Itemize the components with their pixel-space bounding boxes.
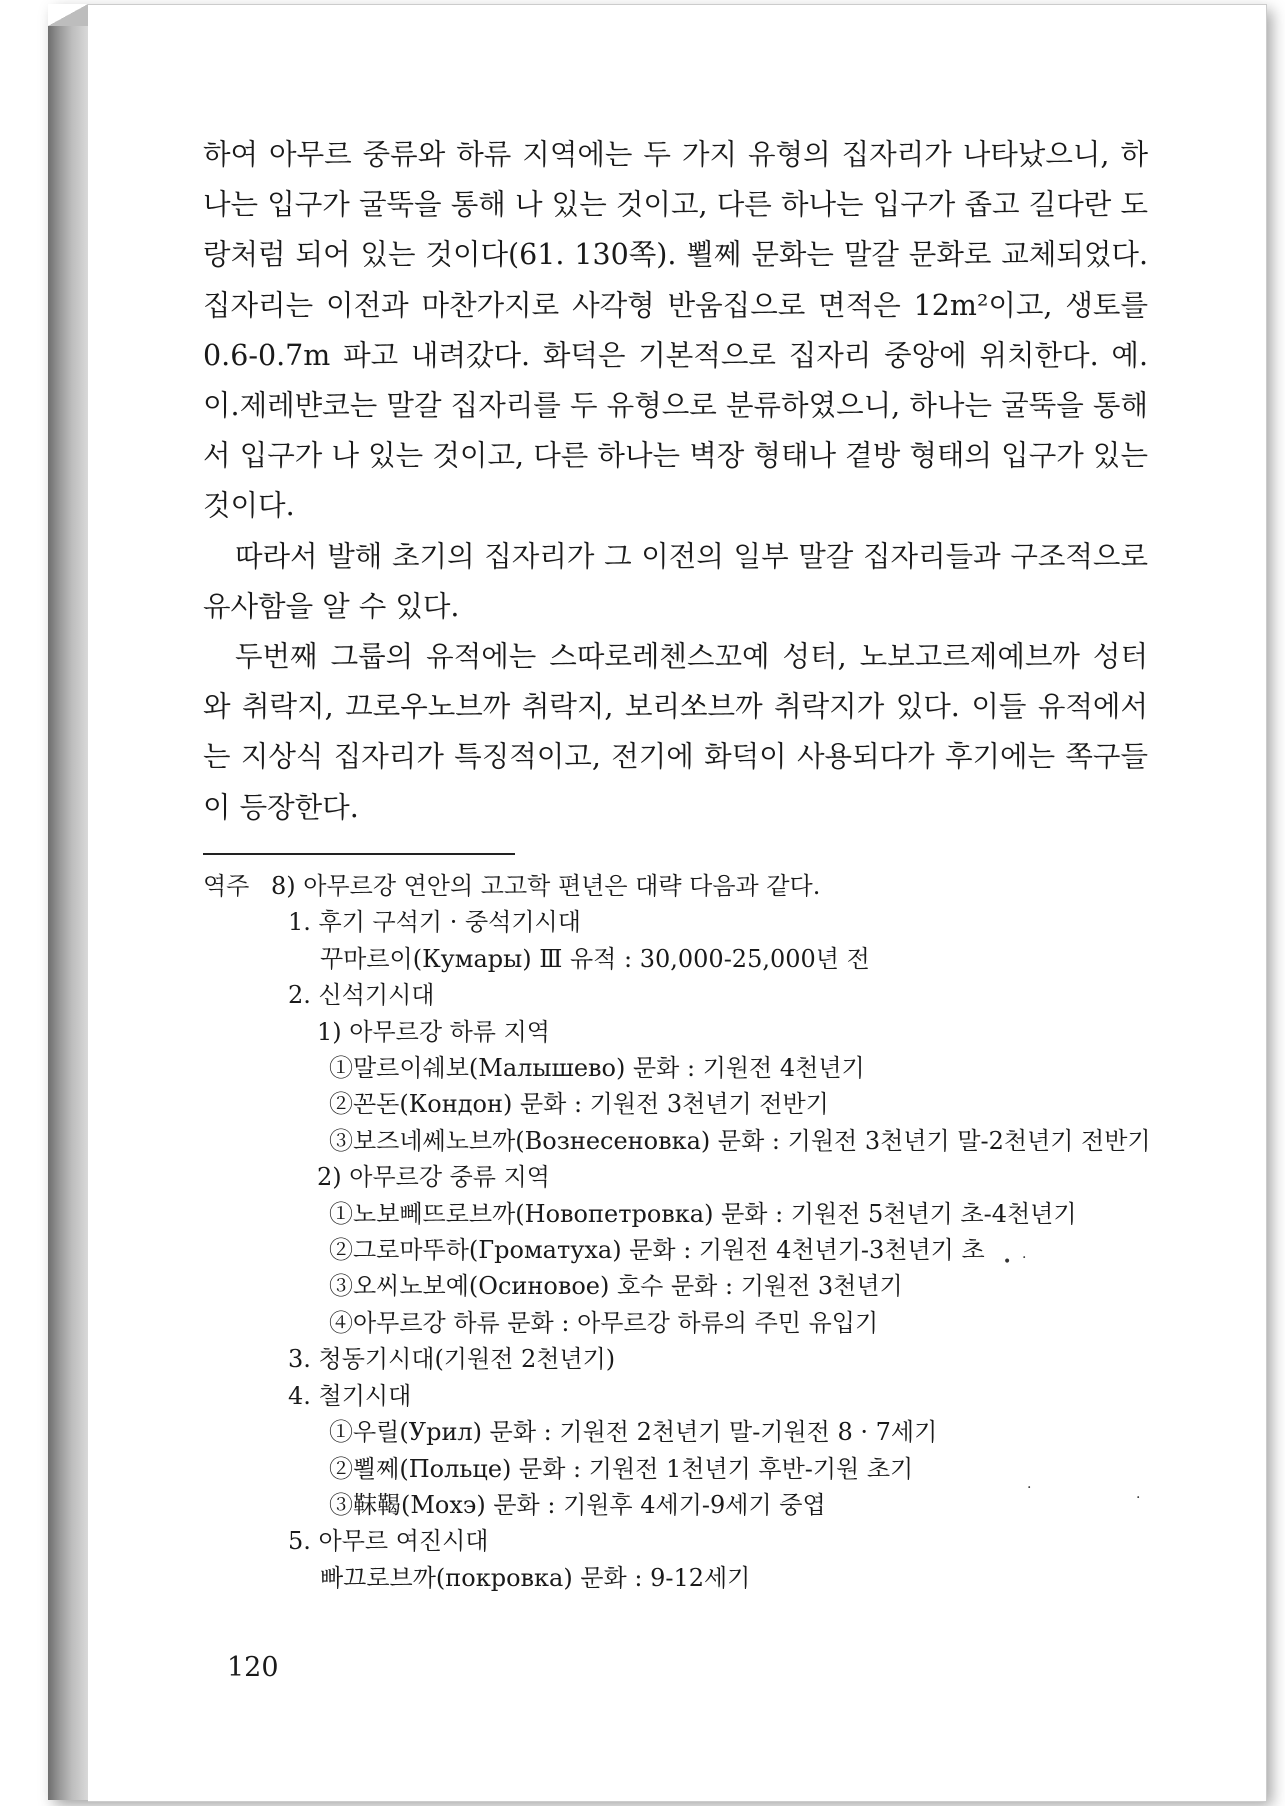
footnote-line: 2) 아무르강 중류 지역: [317, 1163, 550, 1192]
footnote-line: 5. 아무르 여진시대: [288, 1527, 489, 1556]
page-number: 120: [227, 1652, 279, 1683]
footnote-line: ③보즈네쎄노브까(Вознесеновка) 문화 : 기원전 3천년기 말-2천년기 전반기: [329, 1126, 1151, 1155]
scan-speck: ·: [1136, 1490, 1141, 1506]
footnote-line: ③靺鞨(Мохэ) 문화 : 기원후 4세기-9세기 중엽: [329, 1490, 826, 1519]
footnote-line: 1) 아무르강 하류 지역: [317, 1017, 550, 1046]
scan-speck: ·: [1022, 1250, 1027, 1266]
footnote-line: ④아무르강 하류 문화 : 아무르강 하류의 주민 유입기: [329, 1308, 879, 1337]
footnote-label: 역주: [203, 872, 250, 900]
footnote-line: ①노보뻬뜨로브까(Новопетровка) 문화 : 기원전 5천년기 초-4천년기: [329, 1199, 1077, 1228]
footnote-line: 1. 후기 구석기 · 중석기시대: [288, 908, 581, 937]
body-text: [203, 130, 1148, 833]
scan-speck: •: [1003, 1254, 1012, 1270]
footnote-title: 8) 아무르강 연안의 고고학 편년은 대략 다음과 같다.: [271, 872, 821, 900]
footnote-line: 빠끄로브까(покровка) 문화 : 9-12세기: [320, 1563, 751, 1592]
footnote: [203, 868, 1163, 1596]
footnote-line: 3. 청동기시대(기원전 2천년기): [288, 1345, 616, 1374]
footnote-line: ①말르이쉐보(Малышево) 문화 : 기원전 4천년기: [329, 1054, 865, 1083]
scan-speck: ·: [1027, 1480, 1032, 1496]
footnote-line: 4. 철기시대: [288, 1381, 412, 1410]
footnote-lines: [203, 904, 1163, 1596]
footnote-line: ②뾜쩨(Польце) 문화 : 기원전 1천년기 후반-기원 초기: [329, 1454, 914, 1483]
footnote-line: 꾸마르이(Кумары) Ⅲ 유적 : 30,000-25,000년 전: [320, 944, 870, 973]
footnote-header: [203, 868, 1163, 904]
footnote-line: ②꼰돈(Кондон) 문화 : 기원전 3천년기 전반기: [329, 1090, 829, 1119]
book-spine-corner: [48, 4, 88, 26]
footnote-line: 2. 신석기시대: [288, 981, 435, 1010]
paragraph-3: 두번째 그룹의 유적에는 스따로레첸스꼬예 성터, 노보고르제예브까 성터와 취락지, 끄로우노브까 취락지, 보리쏘브까 취락지가 있다. 이들 유적에서는 지상식 집자리가 특징적이고, 전기에 화덕이 사용되다가 후기에는 쪽구들이 등장한다.: [203, 640, 1148, 824]
book-spine: [48, 4, 88, 1800]
footnote-line: ②그로마뚜하(Громатуха) 문화 : 기원전 4천년기-3천년기 초: [329, 1236, 985, 1265]
paragraph-2: 따라서 발해 초기의 집자리가 그 이전의 일부 말갈 집자리들과 구조적으로 유사함을 알 수 있다.: [203, 539, 1148, 623]
paragraph-1: 하여 아무르 중류와 하류 지역에는 두 가지 유형의 집자리가 나타났으니, 하나는 입구가 굴뚝을 통해 나 있는 것이고, 다른 하나는 입구가 좁고 길다란 도랑처럼 되어 있는 것이다(61. 130쪽). 뾜쩨 문화는 말갈 문화로 교체되었다. 집자리는 이전과 마찬가지로 사각형 반움집으로 면적은 12m²이고, 생토를 0.6-0.7m 파고 내려갔다. 화덕은 기본적으로 집자리 중앙에 위치한다. 예.이.제레뱐코는 말갈 집자리를 두 유형으로 분류하였으니, 하나는 굴뚝을 통해서 입구가 나 있는 것이고, 다른 하나는 벽장 형태나 곁방 형태의 입구가 있는 것이다.: [203, 138, 1148, 523]
footnote-line: ①우릴(Урил) 문화 : 기원전 2천년기 말-기원전 8 · 7세기: [329, 1418, 938, 1447]
footnote-divider: [203, 853, 515, 855]
footnote-line: ③오씨노보예(Осиновое) 호수 문화 : 기원전 3천년기: [329, 1272, 903, 1301]
